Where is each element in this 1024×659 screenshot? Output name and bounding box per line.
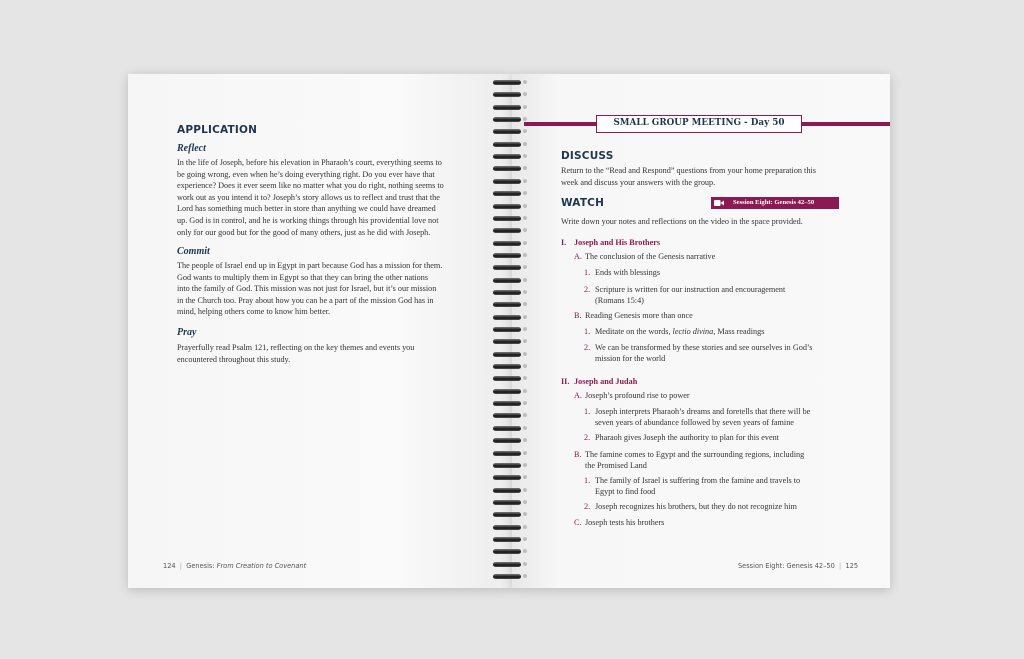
coil-hole: [523, 525, 527, 529]
spiral-coil: [490, 475, 530, 481]
outline-item: [574, 391, 864, 402]
coil-ring: [493, 401, 521, 406]
text-line: be going wrong, even when he’s doing everything right. Do you ever have that: [177, 169, 435, 179]
outline-item: [584, 343, 844, 363]
spiral-coil: [490, 401, 530, 407]
spiral-coil: [490, 253, 530, 259]
spiral-coil: [490, 241, 530, 247]
outline-item: [584, 285, 844, 305]
coil-hole: [523, 179, 527, 183]
spiral-coil: [490, 228, 530, 234]
page-number: 124: [163, 562, 176, 570]
outline-text: Joseph recognizes his brothers, but they do not recognize him: [595, 502, 797, 511]
coil-ring: [493, 562, 521, 567]
coil-hole: [523, 216, 527, 220]
outline-item: [584, 502, 854, 513]
outline-item: [574, 252, 864, 263]
outline-text: mission for the world: [595, 353, 666, 363]
coil-hole: [523, 315, 527, 319]
coil-hole: [523, 80, 527, 84]
spiral-coil: [490, 352, 530, 358]
outline-item: [574, 311, 864, 322]
coil-ring: [493, 364, 521, 369]
coil-ring: [493, 142, 521, 147]
outline-item: [584, 433, 854, 444]
outline-letter: B.: [574, 311, 582, 320]
coil-ring: [493, 537, 521, 542]
coil-ring: [493, 105, 521, 110]
outline-text: Ends with blessings: [595, 268, 661, 277]
coil-hole: [523, 117, 527, 121]
pray-heading: Pray: [177, 327, 197, 338]
coil-ring: [493, 278, 521, 283]
coil-ring: [493, 488, 521, 493]
coil-hole: [523, 204, 527, 208]
coil-ring: [493, 179, 521, 184]
outline-letter: A.: [574, 252, 582, 261]
session-tag-label: Session Eight: Genesis 42–50: [733, 199, 815, 206]
spiral-coil: [490, 105, 530, 111]
spiral-coil: [490, 451, 530, 457]
spiral-binding: [490, 74, 530, 588]
coil-ring: [493, 228, 521, 233]
coil-ring: [493, 92, 521, 97]
coil-hole: [523, 413, 527, 417]
spiral-coil: [490, 562, 530, 568]
spiral-coil: [490, 290, 530, 296]
application-heading: APPLICATION: [177, 124, 258, 136]
spiral-coil: [490, 179, 530, 185]
spiral-coil: [490, 339, 530, 345]
coil-hole: [523, 488, 527, 492]
coil-ring: [493, 389, 521, 394]
outline-title: Joseph and Judah: [574, 377, 638, 386]
outline-numeral: II.: [561, 377, 570, 386]
spiral-coil: [490, 426, 530, 432]
coil-hole: [523, 302, 527, 306]
spiral-coil: [490, 302, 530, 308]
coil-ring: [493, 463, 521, 468]
spiral-coil: [490, 166, 530, 172]
text-line: up. God is in control, and he is working things through his providential love not: [177, 215, 439, 225]
text-line: in the Church too. Pray about how you can be a part of the mission God has in: [177, 295, 434, 305]
outline-title: Joseph and His Brothers: [574, 238, 661, 247]
coil-hole: [523, 105, 527, 109]
text-line: In the life of Joseph, before his elevation in Pharaoh’s court, everything seems to: [177, 158, 442, 167]
text-line: only for our good but for the good of many others, just as he did with Joseph.: [177, 227, 431, 237]
coil-hole: [523, 426, 527, 430]
outline-number: 1.: [584, 268, 591, 277]
outline-text: Reading Genesis more than once: [585, 311, 693, 320]
coil-ring: [493, 525, 521, 530]
spiral-coil: [490, 204, 530, 210]
coil-hole: [523, 364, 527, 368]
coil-hole: [523, 142, 527, 146]
coil-ring: [493, 302, 521, 307]
discuss-paragraph: [561, 165, 861, 188]
text-line: encountered throughout this study.: [177, 354, 291, 364]
coil-hole: [523, 228, 527, 232]
spiral-coil: [490, 191, 530, 197]
coil-ring: [493, 253, 521, 258]
spiral-coil: [490, 500, 530, 506]
session-tag: [711, 197, 839, 209]
outline-letter: A.: [574, 391, 582, 400]
outline-text: the Promised Land: [585, 460, 647, 470]
watch-instruction: Write down your notes and reflections on the video in the space provided.: [561, 217, 803, 226]
outline-item: [584, 327, 844, 338]
coil-ring: [493, 154, 521, 159]
text-line: The people of Israel end up in Egypt in part because God has a mission for them.: [177, 261, 443, 270]
outline-number: 1.: [584, 476, 591, 485]
coil-ring: [493, 413, 521, 418]
outline-item: [574, 450, 864, 470]
coil-hole: [523, 451, 527, 455]
outline-item: [584, 476, 854, 496]
coil-hole: [523, 500, 527, 504]
coil-hole: [523, 376, 527, 380]
outline-section-2: [561, 377, 861, 388]
coil-ring: [493, 512, 521, 517]
text-line: Prayerfully read Psalm 121, reflecting on the key themes and events you: [177, 343, 415, 352]
spiral-coil: [490, 512, 530, 518]
coil-ring: [493, 80, 521, 85]
video-camera-icon: [714, 199, 724, 207]
watch-heading: WATCH: [561, 197, 605, 209]
text-line: week and discuss your answers with the group.: [561, 177, 716, 187]
outline-text: The famine comes to Egypt and the surrounding regions, including: [585, 450, 805, 459]
coil-ring: [493, 290, 521, 295]
spiral-coil: [490, 413, 530, 419]
text-line: mind, helping others come to know him better.: [177, 307, 331, 317]
spiral-coil: [490, 463, 530, 469]
text-line: God wants to multiply them in Egypt so that they can bring the other nations: [177, 272, 429, 282]
coil-hole: [523, 290, 527, 294]
coil-ring: [493, 500, 521, 505]
coil-hole: [523, 438, 527, 442]
coil-hole: [523, 339, 527, 343]
outline-item: [574, 518, 864, 529]
spiral-coil: [490, 154, 530, 160]
outline-text: Joseph tests his brothers: [585, 518, 665, 527]
commit-heading: Commit: [177, 246, 210, 257]
coil-hole: [523, 278, 527, 282]
coil-hole: [523, 352, 527, 356]
text-line: Lord has something much better in store than anything we could have dreamed: [177, 204, 436, 214]
spiral-coil: [490, 389, 530, 395]
text-line: Return to the “Read and Respond” questions from your home preparation this: [561, 166, 816, 175]
coil-hole: [523, 166, 527, 170]
discuss-heading: DISCUSS: [561, 150, 614, 162]
outline-text: , Mass readings: [713, 327, 765, 336]
page-number: 125: [845, 562, 859, 570]
coil-ring: [493, 315, 521, 320]
spiral-coil: [490, 525, 530, 531]
coil-ring: [493, 451, 521, 456]
coil-ring: [493, 166, 521, 171]
reflect-paragraph: [177, 157, 462, 238]
coil-ring: [493, 426, 521, 431]
coil-ring: [493, 438, 521, 443]
spiral-coil: [490, 488, 530, 494]
coil-hole: [523, 265, 527, 269]
outline-item: [584, 407, 854, 427]
coil-hole: [523, 475, 527, 479]
outline-number: 2.: [584, 433, 591, 442]
small-group-banner: SMALL GROUP MEETING - Day 50: [596, 115, 802, 133]
coil-ring: [493, 129, 521, 134]
spiral-coil: [490, 315, 530, 321]
outline-text: Egypt to find food: [595, 486, 656, 496]
outline-text: Joseph’s profound rise to power: [585, 391, 690, 400]
coil-ring: [493, 117, 521, 122]
outline-text: The conclusion of the Genesis narrative: [585, 252, 716, 261]
coil-ring: [493, 265, 521, 270]
outline-text: Scripture is written for our instruction and encouragement: [595, 285, 786, 294]
outline-number: 1.: [584, 327, 591, 336]
coil-hole: [523, 574, 527, 578]
coil-hole: [523, 549, 527, 553]
coil-hole: [523, 463, 527, 467]
text-line: experience? Does it ever seem like no matter what you do right, nothing seems to: [177, 181, 444, 191]
coil-ring: [493, 376, 521, 381]
outline-letter: B.: [574, 450, 582, 459]
coil-ring: [493, 191, 521, 196]
session-footer-label: Session Eight: Genesis 42–50: [738, 562, 835, 570]
outline-text: Pharaoh gives Joseph the authority to plan for this event: [595, 433, 779, 442]
coil-hole: [523, 512, 527, 516]
outline-number: 2.: [584, 343, 591, 352]
left-footer: 124 | Genesis: From Creation to Covenant: [163, 562, 307, 570]
coil-hole: [523, 537, 527, 541]
outline-text: Meditate on the words,: [595, 327, 671, 336]
right-footer: Session Eight: Genesis 42–50 | 125: [738, 562, 859, 570]
spiral-coil: [490, 574, 530, 580]
outline-number: 1.: [584, 407, 591, 416]
coil-ring: [493, 204, 521, 209]
coil-hole: [523, 154, 527, 158]
outline-numeral: I.: [561, 238, 567, 247]
coil-ring: [493, 241, 521, 246]
outline-text: The family of Israel is suffering from the famine and travels to: [595, 476, 801, 485]
spiral-coil: [490, 129, 530, 135]
coil-hole: [523, 327, 527, 331]
coil-hole: [523, 241, 527, 245]
outline-text: seven years of abundance followed by seven years of famine: [595, 417, 794, 427]
spiral-coil: [490, 80, 530, 86]
spiral-coil: [490, 216, 530, 222]
coil-ring: [493, 339, 521, 344]
outline-text-italic: lectio divina: [672, 327, 714, 336]
coil-ring: [493, 475, 521, 480]
outline-section-1: [561, 238, 861, 249]
outline-text: Joseph interprets Pharaoh’s dreams and foretells that there will be: [595, 407, 811, 416]
outline-item: [584, 268, 844, 279]
outline-text: We can be transformed by these stories and see ourselves in God’s: [595, 343, 813, 352]
coil-ring: [493, 352, 521, 357]
coil-hole: [523, 401, 527, 405]
commit-paragraph: [177, 260, 462, 318]
coil-hole: [523, 191, 527, 195]
spiral-coil: [490, 364, 530, 370]
reflect-heading: Reflect: [177, 143, 206, 154]
coil-hole: [523, 92, 527, 96]
text-line: work out as you intend it to? Joseph’s story allows us to reflect and trust that the: [177, 192, 440, 202]
spiral-coil: [490, 549, 530, 555]
coil-hole: [523, 389, 527, 393]
outline-text: (Romans 15:4): [595, 295, 644, 305]
text-line: into the family of God. This mission was not just for Israel, but it’s our mission: [177, 284, 437, 294]
spiral-coil: [490, 265, 530, 271]
spiral-coil: [490, 537, 530, 543]
book-title-subtitle: From Creation to Covenant: [216, 562, 307, 570]
spiral-coil: [490, 438, 530, 444]
spiral-coil: [490, 92, 530, 98]
outline-letter: C.: [574, 518, 582, 527]
coil-hole: [523, 253, 527, 257]
pray-paragraph: [177, 342, 462, 365]
coil-ring: [493, 216, 521, 221]
coil-ring: [493, 327, 521, 332]
coil-hole: [523, 562, 527, 566]
outline-number: 2.: [584, 502, 591, 511]
coil-ring: [493, 549, 521, 554]
book-title-prefix: Genesis:: [186, 562, 215, 570]
spiral-coil: [490, 376, 530, 382]
spiral-coil: [490, 278, 530, 284]
coil-hole: [523, 129, 527, 133]
coil-ring: [493, 574, 521, 579]
spiral-coil: [490, 327, 530, 333]
outline-number: 2.: [584, 285, 591, 294]
spiral-coil: [490, 142, 530, 148]
